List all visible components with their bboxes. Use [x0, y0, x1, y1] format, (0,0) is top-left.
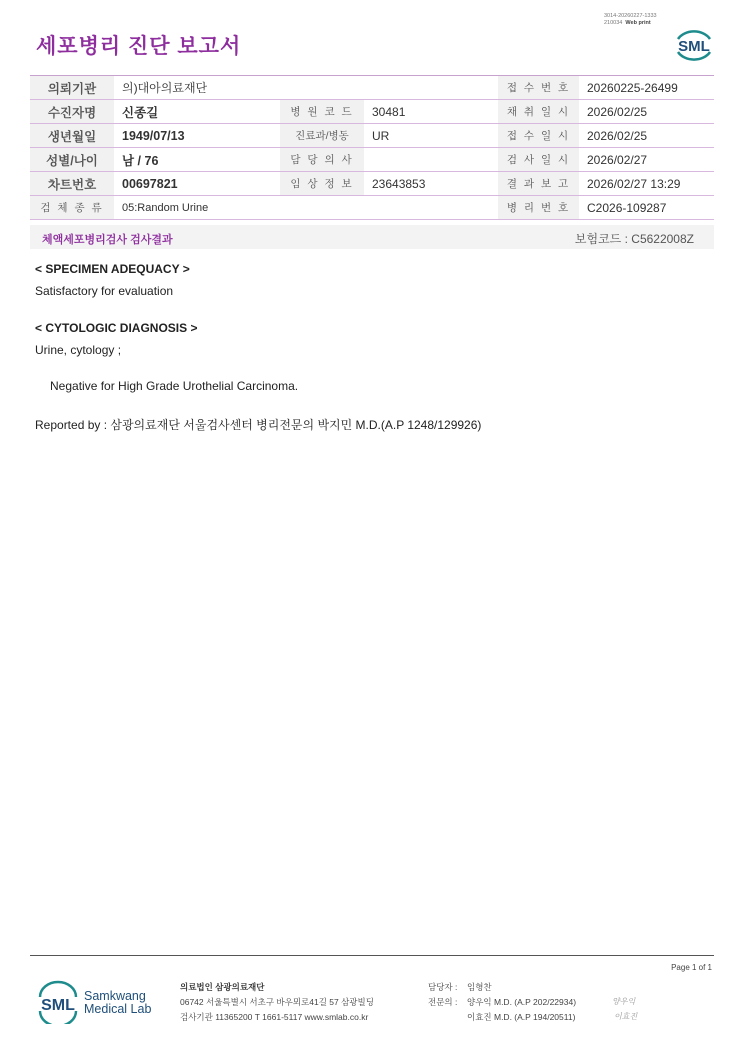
pathology-no-value: C2026-109287	[579, 196, 714, 220]
manager-name: 임형찬	[467, 982, 492, 992]
birth-label: 생년월일	[30, 124, 114, 148]
diagnosis-heading: < CYTOLOGIC DIAGNOSIS >	[35, 321, 198, 335]
print-label: Web print	[625, 19, 651, 26]
birth-value: 1949/07/13	[114, 124, 280, 148]
diagnosis-text: Negative for High Grade Urothelial Carcinoma.	[50, 379, 299, 393]
adequacy-text: Satisfactory for evaluation	[35, 284, 174, 298]
footer-lab-info: 검사기관 11365200 T 1661-5117 www.smlab.co.kr	[180, 1012, 369, 1022]
sml-logo-icon	[672, 24, 716, 64]
result-section-band	[30, 225, 714, 249]
request-org-value: 의)대아의료재단	[114, 76, 498, 100]
chart-no-label: 차트번호	[30, 172, 114, 196]
reported-by: Reported by : 삼광의료재단 서울검사센터 병리전문의 박지민 M.D.(A.P 1248/129926)	[35, 418, 482, 432]
report-date-value: 2026/02/27 13:29	[579, 172, 714, 196]
patient-label: 수진자명	[30, 100, 114, 124]
pathology-no-label: 병 리 번 호	[498, 196, 579, 220]
signature-2: 이효진	[614, 1012, 638, 1021]
footer-org: 의료법인 삼광의료재단	[180, 982, 265, 992]
report-title: 세포병리 진단 보고서	[36, 35, 242, 58]
report-date-label: 결 과 보 고	[498, 172, 579, 196]
brand-line2: Medical Lab	[84, 1002, 152, 1016]
sml-footer-logo-text: SML	[41, 997, 75, 1014]
brand-name	[84, 990, 151, 1016]
brand-line1: Samkwang	[84, 989, 146, 1003]
diagnosis-site: Urine, cytology ;	[35, 343, 122, 357]
receipt-date-value: 2026/02/25	[579, 124, 714, 148]
receipt-no-label: 접 수 번 호	[498, 76, 579, 100]
test-date-value: 2026/02/27	[579, 148, 714, 172]
chart-no-value: 00697821	[114, 172, 280, 196]
sex-age-label: 성별/나이	[30, 148, 114, 172]
dept-label: 진료과/병동	[280, 124, 364, 148]
table-row	[30, 124, 714, 148]
print-id-line2: 210034	[604, 19, 623, 26]
specimen-label: 검 체 종 류	[30, 196, 114, 220]
specimen-value: 05:Random Urine	[114, 196, 498, 220]
print-id-line1: 3014-20260227-1333	[604, 13, 657, 19]
receipt-no-value: 20260225-26499	[579, 76, 714, 100]
signature-1: 양우익	[612, 997, 636, 1006]
table-row	[30, 76, 714, 100]
footer-address: 06742 서울특별시 서초구 바우뫼로41길 57 삼광빌딩	[180, 997, 374, 1007]
insurance-code: 보험코드 : C5622008Z	[574, 232, 694, 246]
result-section-title: 체액세포병리검사 검사결과	[42, 234, 173, 246]
table-row	[30, 100, 714, 124]
request-org-label: 의뢰기관	[30, 76, 114, 100]
table-row	[30, 196, 714, 220]
page-number: Page 1 of 1	[671, 963, 712, 972]
manager-label: 담당자 :	[428, 982, 458, 992]
specialist-label: 전문의 :	[428, 997, 458, 1007]
hospital-code-label: 병 원 코 드	[280, 100, 364, 124]
adequacy-heading: < SPECIMEN ADEQUACY >	[35, 262, 190, 276]
sml-footer-logo-icon	[36, 980, 80, 1024]
dept-value: UR	[364, 124, 498, 148]
specialist-1: 양우익 M.D. (A.P 202/22934)	[467, 997, 577, 1007]
receipt-date-label: 접 수 일 시	[498, 124, 579, 148]
print-id	[604, 13, 657, 26]
specialist-2: 이효진 M.D. (A.P 194/20511)	[467, 1012, 576, 1022]
clinical-value: 23643853	[364, 172, 498, 196]
table-row	[30, 148, 714, 172]
doctor-value	[364, 148, 498, 172]
table-row	[30, 172, 714, 196]
sml-logo-text: SML	[678, 38, 710, 55]
patient-info-table	[30, 75, 714, 220]
clinical-label: 임 상 정 보	[280, 172, 364, 196]
collect-date-label: 채 취 일 시	[498, 100, 579, 124]
collect-date-value: 2026/02/25	[579, 100, 714, 124]
test-date-label: 검 사 일 시	[498, 148, 579, 172]
patient-value: 신종길	[114, 100, 280, 124]
sex-age-value: 남 / 76	[114, 148, 280, 172]
hospital-code-value: 30481	[364, 100, 498, 124]
footer-divider	[30, 955, 714, 956]
doctor-label: 담 당 의 사	[280, 148, 364, 172]
